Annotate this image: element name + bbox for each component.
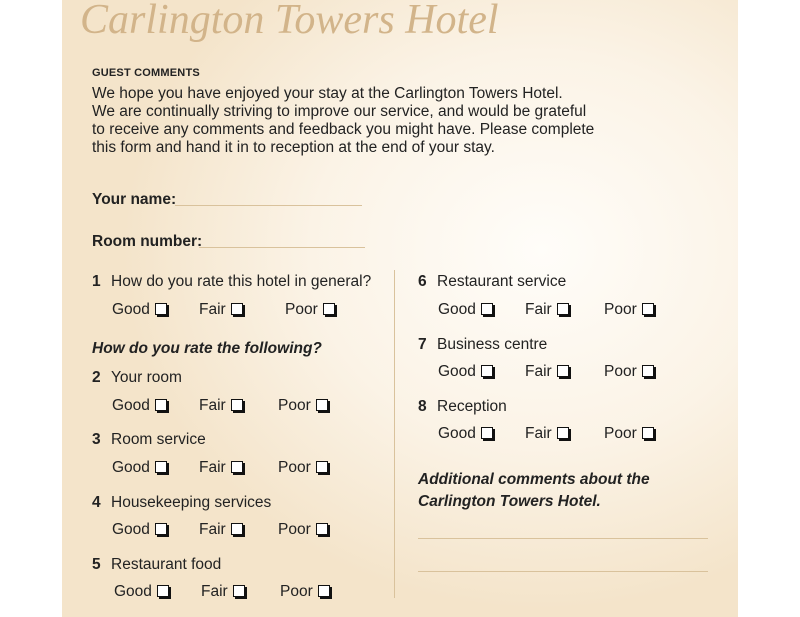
checkbox-icon[interactable] — [231, 303, 243, 315]
option-label: Fair — [199, 521, 226, 538]
question-8 — [418, 398, 507, 416]
question-number: 2 — [92, 369, 101, 386]
checkbox-icon[interactable] — [557, 427, 569, 439]
checkbox-icon[interactable] — [316, 461, 328, 473]
question-text: Business centre — [437, 336, 548, 353]
checkbox-icon[interactable] — [155, 523, 167, 535]
option-label: Fair — [525, 425, 552, 442]
question-2 — [92, 369, 182, 387]
question-3 — [92, 431, 206, 449]
question-7 — [418, 336, 547, 354]
option-label: Poor — [280, 583, 313, 600]
checkbox-icon[interactable] — [642, 365, 654, 377]
q1-good-option[interactable] — [112, 301, 167, 319]
question-number: 4 — [92, 494, 101, 511]
option-label: Good — [438, 425, 476, 442]
option-label: Fair — [525, 363, 552, 380]
checkbox-icon[interactable] — [481, 303, 493, 315]
question-number: 6 — [418, 273, 427, 290]
q8-fair-option[interactable] — [525, 425, 569, 443]
checkbox-icon[interactable] — [231, 523, 243, 535]
q3-fair-option[interactable] — [199, 459, 243, 477]
name-field[interactable] — [175, 205, 362, 206]
checkbox-icon[interactable] — [155, 461, 167, 473]
checkbox-icon[interactable] — [231, 461, 243, 473]
intro-line: this form and hand it in to reception at the end of your stay. — [92, 139, 495, 156]
question-text: Housekeeping services — [111, 494, 272, 511]
option-label: Fair — [201, 583, 228, 600]
column-divider — [394, 270, 395, 598]
q5-good-option[interactable] — [114, 583, 169, 601]
option-label: Poor — [604, 425, 637, 442]
checkbox-icon[interactable] — [642, 303, 654, 315]
name-label: Your name: — [92, 191, 177, 208]
question-text: How do you rate this hotel in general? — [111, 273, 372, 290]
checkbox-icon[interactable] — [481, 365, 493, 377]
question-number: 8 — [418, 398, 427, 415]
option-label: Poor — [285, 301, 318, 318]
room-number-label: Room number: — [92, 233, 203, 250]
intro-line: to receive any comments and feedback you might have. Please complete — [92, 121, 595, 138]
intro-line: We hope you have enjoyed your stay at the Carlington Towers Hotel. — [92, 85, 563, 102]
q4-poor-option[interactable] — [278, 521, 328, 539]
question-text: Restaurant service — [437, 273, 567, 290]
option-label: Poor — [604, 301, 637, 318]
checkbox-icon[interactable] — [323, 303, 335, 315]
option-label: Good — [114, 583, 152, 600]
checkbox-icon[interactable] — [316, 523, 328, 535]
intro-text — [92, 85, 595, 157]
intro-line: We are continually striving to improve our service, and would be grateful — [92, 103, 587, 120]
checkbox-icon[interactable] — [557, 365, 569, 377]
question-number: 1 — [92, 273, 101, 290]
q1-poor-option[interactable] — [285, 301, 335, 319]
option-label: Fair — [199, 397, 226, 414]
q6-fair-option[interactable] — [525, 301, 569, 319]
hotel-title: Carlington Towers Hotel — [80, 0, 499, 43]
question-text: Reception — [437, 398, 507, 415]
option-label: Poor — [278, 521, 311, 538]
additional-comments-label — [418, 469, 650, 513]
q4-fair-option[interactable] — [199, 521, 243, 539]
q7-good-option[interactable] — [438, 363, 493, 381]
checkbox-icon[interactable] — [155, 399, 167, 411]
q1-fair-option[interactable] — [199, 301, 243, 319]
rate-following-subheading: How do you rate the following? — [92, 340, 322, 357]
option-label: Fair — [525, 301, 552, 318]
checkbox-icon[interactable] — [231, 399, 243, 411]
comments-line: Additional comments about the — [418, 471, 650, 488]
checkbox-icon[interactable] — [318, 585, 330, 597]
question-text: Room service — [111, 431, 206, 448]
question-text: Restaurant food — [111, 556, 222, 573]
q8-good-option[interactable] — [438, 425, 493, 443]
q7-fair-option[interactable] — [525, 363, 569, 381]
option-label: Good — [438, 363, 476, 380]
option-label: Good — [112, 397, 150, 414]
question-text: Your room — [111, 369, 182, 386]
question-6 — [418, 273, 566, 291]
q5-fair-option[interactable] — [201, 583, 245, 601]
checkbox-icon[interactable] — [233, 585, 245, 597]
checkbox-icon[interactable] — [557, 303, 569, 315]
q2-good-option[interactable] — [112, 397, 167, 415]
q5-poor-option[interactable] — [280, 583, 330, 601]
comments-line: Carlington Towers Hotel. — [418, 493, 601, 510]
option-label: Good — [112, 301, 150, 318]
form-heading: GUEST COMMENTS — [92, 67, 200, 79]
checkbox-icon[interactable] — [642, 427, 654, 439]
q2-poor-option[interactable] — [278, 397, 328, 415]
room-number-field[interactable] — [199, 247, 365, 248]
question-4 — [92, 494, 271, 512]
q4-good-option[interactable] — [112, 521, 167, 539]
option-label: Poor — [604, 363, 637, 380]
option-label: Poor — [278, 397, 311, 414]
q3-good-option[interactable] — [112, 459, 167, 477]
option-label: Good — [112, 459, 150, 476]
option-label: Poor — [278, 459, 311, 476]
checkbox-icon[interactable] — [481, 427, 493, 439]
question-number: 7 — [418, 336, 427, 353]
option-label: Fair — [199, 459, 226, 476]
option-label: Good — [112, 521, 150, 538]
q3-poor-option[interactable] — [278, 459, 328, 477]
comments-line-2[interactable] — [418, 571, 708, 572]
comments-line-1[interactable] — [418, 538, 708, 539]
q8-poor-option[interactable] — [604, 425, 654, 443]
checkbox-icon[interactable] — [155, 303, 167, 315]
q7-poor-option[interactable] — [604, 363, 654, 381]
option-label: Good — [438, 301, 476, 318]
checkbox-icon[interactable] — [316, 399, 328, 411]
checkbox-icon[interactable] — [157, 585, 169, 597]
q6-good-option[interactable] — [438, 301, 493, 319]
question-number: 3 — [92, 431, 101, 448]
q2-fair-option[interactable] — [199, 397, 243, 415]
question-5 — [92, 556, 221, 574]
question-number: 5 — [92, 556, 101, 573]
q6-poor-option[interactable] — [604, 301, 654, 319]
option-label: Fair — [199, 301, 226, 318]
question-1 — [92, 273, 371, 291]
